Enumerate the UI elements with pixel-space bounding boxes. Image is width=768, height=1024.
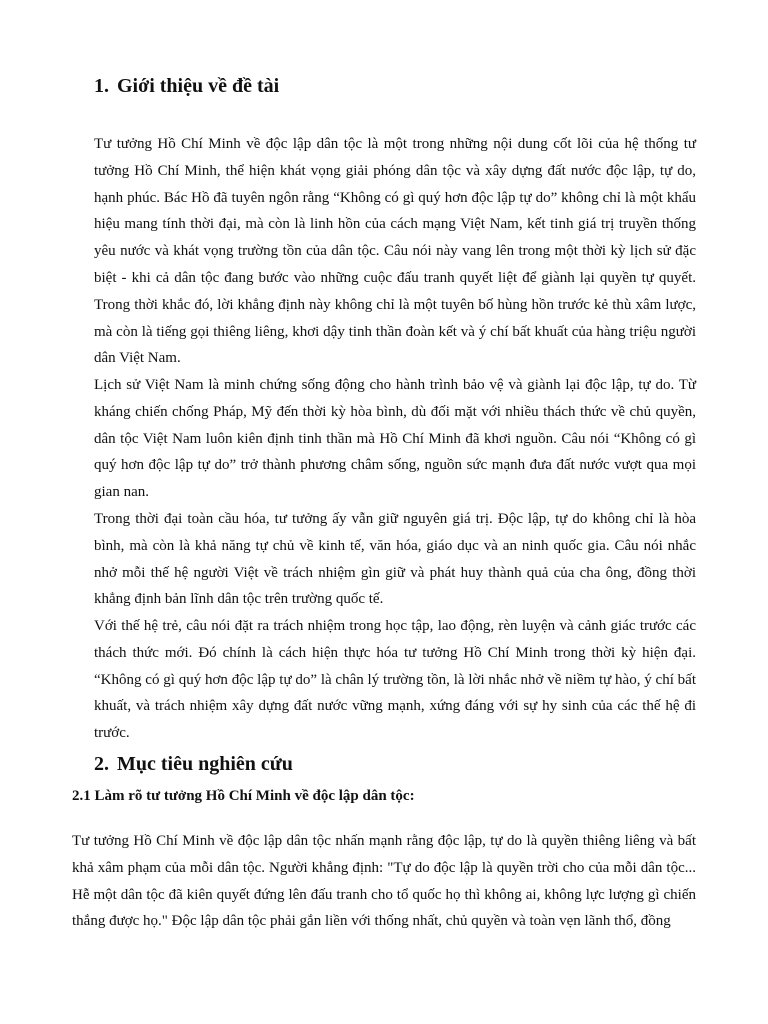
section-1-paragraph-3: Trong thời đại toàn cầu hóa, tư tưởng ấy vẫn giữ nguyên giá trị. Độc lập, tự do không chỉ là hòa bình, mà còn là khả năng tự chủ về kinh tế, văn hóa, giáo dục và an ninh quốc gia. Câu nói nhắc nhở mỗi thế hệ người Việt về trách nhiệm gìn giữ và phát huy thành quả của cha ông, đồng thời khẳng định bản lĩnh dân tộc trên trường quốc tế. bbox=[94, 511, 696, 608]
section-2-title: Mục tiêu nghiên cứu bbox=[117, 753, 293, 775]
section-2-number: 2. bbox=[94, 753, 109, 775]
section-1-title: Giới thiệu về đề tài bbox=[117, 75, 280, 97]
section-1-paragraph-4: Với thế hệ trẻ, câu nói đặt ra trách nhiệm trong học tập, lao động, rèn luyện và cảnh giác trước các thách thức mới. Đó chính là cách hiện thực hóa tư tưởng Hồ Chí Minh trong thời kỳ hiện đại. “Không có gì quý hơn độc lập tự do” là chân lý trường tồn, là lời nhắc nhở về niềm tự hào, ý chí bất khuất, và trách nhiệm xây dựng đất nước vững mạnh, xứng đáng với sự hy sinh của các thế hệ đi trước. bbox=[94, 618, 696, 742]
subsection-2-1-paragraph: Tư tưởng Hồ Chí Minh về độc lập dân tộc nhấn mạnh rằng độc lập, tự do là quyền thiêng liêng và bất khả xâm phạm của mỗi dân tộc. Người khẳng định: "Tự do độc lập là quyền trời cho của mỗi dân tộc... Hễ một dân tộc đã kiên quyết đứng lên đấu tranh cho tổ quốc họ thì không ai, không lực lượng gì chiến thắng được họ." Độc lập dân tộc phải gắn liền với thống nhất, chủ quyền và toàn vẹn lãnh thổ, đồng bbox=[72, 833, 696, 930]
section-1-paragraph-2: Lịch sử Việt Nam là minh chứng sống động cho hành trình bảo vệ và giành lại độc lập, tự do. Từ kháng chiến chống Pháp, Mỹ đến thời kỳ hòa bình, dù đối mặt với nhiều thách thức về chủ quyền, dân tộc Việt Nam luôn kiên định tinh thần mà Hồ Chí Minh đã khơi nguồn. Câu nói “Không có gì quý hơn độc lập tự do” trở thành phương châm sống, nguồn sức mạnh đưa đất nước vượt qua mọi gian nan. bbox=[94, 377, 696, 501]
section-1-number: 1. bbox=[94, 75, 109, 97]
section-1-heading bbox=[94, 74, 279, 98]
section-1-paragraph-1: Tư tưởng Hồ Chí Minh về độc lập dân tộc là một trong những nội dung cốt lõi của hệ thống tư tưởng Hồ Chí Minh, thể hiện khát vọng giải phóng dân tộc và xây dựng đất nước độc lập, tự do, hạnh phúc. Bác Hồ đã tuyên ngôn rằng “Không có gì quý hơn độc lập tự do” không chỉ là một khẩu hiệu mang tính thời đại, mà còn là linh hồn của cách mạng Việt Nam, kết tinh giá trị truyền thống yêu nước và khát vọng trường tồn của dân tộc. Câu nói này vang lên trong một thời kỳ lịch sử đặc biệt - khi cả dân tộc đang bước vào những cuộc đấu tranh quyết liệt để giành lại quyền tự quyết. Trong thời khắc đó, lời khẳng định này không chỉ là một tuyên bố hùng hồn trước kẻ thù xâm lược, mà còn là tiếng gọi thiêng liêng, khơi dậy tinh thần đoàn kết và ý chí bất khuất của hàng triệu người dân Việt Nam. bbox=[94, 136, 696, 367]
section-2-heading bbox=[94, 752, 293, 776]
subsection-2-1-heading: 2.1 Làm rõ tư tưởng Hồ Chí Minh về độc lập dân tộc: bbox=[72, 788, 415, 804]
